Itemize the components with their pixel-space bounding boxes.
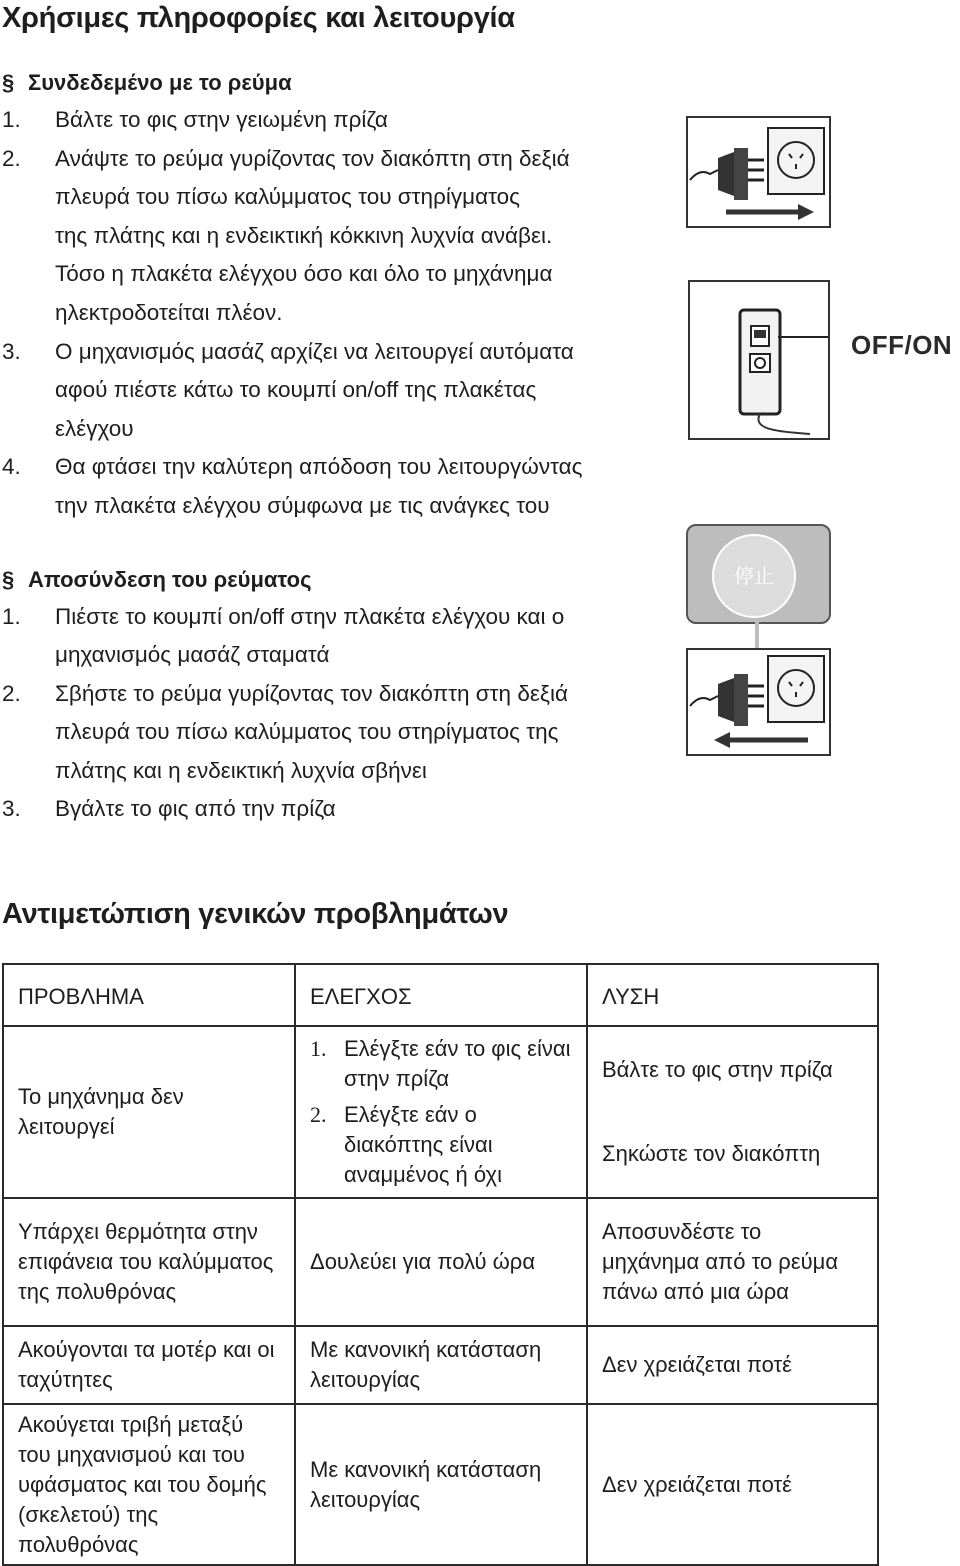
list-number: 3. [2,796,21,821]
list-number: 2. [2,145,21,171]
section-disconnect-heading [2,567,312,593]
list-number: 1. [2,604,21,629]
row1-solution-b: Σηκώστε τον διακόπτη [602,1141,821,1166]
list-number: 2. [2,680,21,706]
list-number: 3. [2,338,21,364]
off-on-label: OFF/ON [851,330,953,360]
list-line: Ανάψτε το ρεύμα γυρίζοντας τον διακόπτη στη δεξιά [55,145,570,171]
list-line: πλευρά του πίσω καλύμματος του στηρίγματος [55,184,521,210]
figure-plug-in [686,116,831,228]
stop-panel-connector [755,622,759,648]
section-connect-heading [2,70,292,96]
figure-unplug [686,648,831,756]
header-problem: ΠΡΟΒΛΗΜΑ [3,964,295,1026]
list-line: πλευρά του πίσω καλύμματος του στηρίγματος της [55,719,559,745]
list-line: Βγάλτε το φις από την πρίζα [55,796,336,821]
stop-label: 停止 [734,564,774,588]
table-row [3,1026,878,1198]
table-header-row [3,964,878,1026]
row1-checks [295,1026,587,1198]
figure-switch [688,280,830,440]
row1-solutions [587,1026,878,1198]
list-line: Ο μηχανισμός μασάζ αρχίζει να λειτουργεί αυτόματα [55,338,574,364]
list-line: της πλάτης και η ενδεικτική κόκκινη λυχνία ανάβει. [55,222,553,248]
page-title: Χρήσιμες πληροφορίες και λειτουργία [2,2,515,34]
list-line: πλάτης και η ενδεικτική λυχνία σβήνει [55,757,427,783]
section-disconnect-title: Αποσύνδεση του ρεύματος [28,567,312,592]
table-row [3,1198,878,1326]
row1-problem: Το μηχάνημα δεν λειτουργεί [3,1026,295,1198]
header-check: ΕΛΕΓΧΟΣ [295,964,587,1026]
row1-solution-a: Βάλτε το φις στην πρίζα [602,1057,833,1082]
table-row [3,1404,878,1565]
row3-solution: Δεν χρειάζεται ποτέ [587,1326,878,1404]
list-number: 4. [2,454,21,480]
stop-button [712,534,796,618]
check-item: 2. Ελέγξτε εάν ο διακόπτης είναι αναμμένος ή όχι [310,1102,502,1187]
list-line: Σβήστε το ρεύμα γυρίζοντας τον διακόπτη στη δεξιά [55,680,568,706]
row4-problem: Ακούγεται τριβή μεταξύ του μηχανισμού και του υφάσματος και του δομής (σκελετού) της πολυθρόνας [3,1404,295,1565]
list-line: Βάλτε το φις στην γειωμένη πρίζα [55,107,388,132]
list-line: Τόσο η πλακέτα ελέγχου όσο και όλο το μηχάνημα [55,261,553,287]
list-line: την πλακέτα ελέγχου σύμφωνα με τις ανάγκες του [55,493,550,518]
figure-stop-panel [686,524,831,624]
section-symbol: § [2,567,15,592]
check-item: 1. Ελέγξτε εάν το φις είναι στην πρίζα [310,1036,571,1091]
row2-solution: Αποσυνδέστε το μηχάνημα από το ρεύμα πάνω από μια ώρα [587,1198,878,1326]
list-line: ηλεκτροδοτείται πλέον. [55,300,283,325]
section-symbol: § [2,70,15,95]
plug-in-icon [688,118,829,226]
header-solution: ΛΥΣΗ [587,964,878,1026]
row4-check: Με κανονική κατάσταση λειτουργίας [295,1404,587,1565]
row3-problem: Ακούγονται τα μοτέρ και οι ταχύτητες [3,1326,295,1404]
row4-solution: Δεν χρειάζεται ποτέ [587,1404,878,1565]
row3-check: Με κανονική κατάσταση λειτουργίας [295,1326,587,1404]
list-line: Θα φτάσει την καλύτερη απόδοση του λειτουργώντας [55,454,583,480]
troubleshooting-title: Αντιμετώπιση γενικών προβλημάτων [2,898,509,930]
troubleshooting-table [2,963,879,1566]
row2-check: Δουλεύει για πολύ ώρα [295,1198,587,1326]
list-number: 1. [2,107,21,132]
row2-problem: Υπάρχει θερμότητα στην επιφάνεια του καλύμματος της πολυθρόνας [3,1198,295,1326]
list-line: αφού πιέστε κάτω το κουμπί on/off της πλακέτας [55,377,537,403]
list-line: ελέγχου [55,415,134,441]
section-connect-title: Συνδεδεμένο με το ρεύμα [28,70,292,95]
list-line: μηχανισμός μασάζ σταματά [55,642,330,668]
unplug-icon [688,650,829,754]
list-line: Πιέστε το κουμπί on/off στην πλακέτα ελέγχου και ο [55,604,565,629]
table-row [3,1326,878,1404]
switch-icon [690,282,828,438]
